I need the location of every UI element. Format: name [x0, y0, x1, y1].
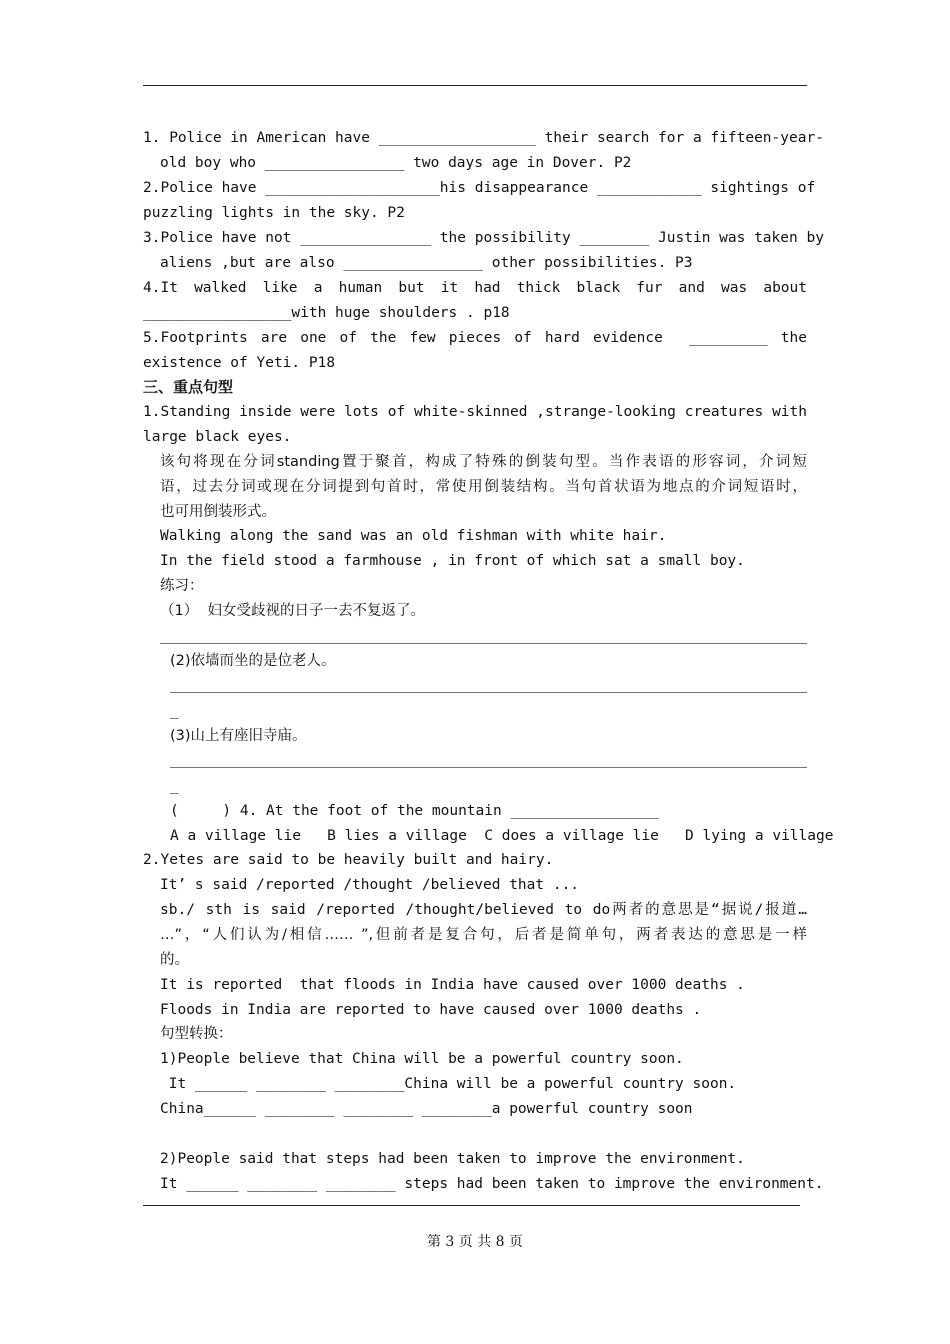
- key-sentence-1-line-2: large black eyes.: [143, 429, 292, 445]
- answer-line-1: [160, 643, 807, 644]
- exercise-2-line-1: 2.Police have ____________________his disappearance ____________ sightings of: [143, 180, 816, 196]
- practice-item-4: ( ) 4. At the foot of the mountain _________________: [170, 803, 659, 819]
- pattern-line-1: It’ s said /reported /thought /believed that ...: [160, 877, 580, 893]
- exercise-4-line-1: 4.It walked like a human but it had thick black fur and was about: [143, 280, 807, 296]
- transformation-2-answer: It ______ ________ ________ steps had been taken to improve the environment.: [160, 1176, 824, 1192]
- exercise-5-line-2: existence of Yeti. P18: [143, 355, 336, 371]
- pattern-line-3: …”，“人们认为/相信…… ”,但前者是复合句，后者是简单句，两者表达的意思是一样: [160, 927, 807, 943]
- transformation-1-answer-b: China______ ________ ________ ________a powerful country soon: [160, 1101, 693, 1117]
- exercise-5-line-1: 5.Footprints are one of the few pieces of hard evidence _________ the: [143, 330, 807, 346]
- exercise-4-line-2: _________________with huge shoulders . p18: [143, 305, 510, 321]
- example-sentence-1: Walking along the sand was an old fishman with white hair.: [160, 528, 667, 544]
- practice-item-4-options: A a village lie B lies a village C does a village lie D lying a village: [170, 828, 834, 844]
- exercise-2-line-2: puzzling lights in the sky. P2: [143, 205, 405, 221]
- answer-line-2: [170, 692, 807, 693]
- example-sentence-2: In the field stood a farmhouse , in front of which sat a small boy.: [160, 553, 745, 569]
- answer-line-2-tail: _: [170, 703, 179, 719]
- pattern-line-2: sb./ sth is said /reported /thought/believed to do两者的意思是“据说/报道…: [160, 902, 807, 918]
- transformation-1-source: 1)People believe that China will be a powerful country soon.: [160, 1051, 684, 1067]
- example-reported-1: It is reported that floods in India have caused over 1000 deaths .: [160, 977, 745, 993]
- page-number: 第 3 页 共 8 页: [426, 1234, 524, 1250]
- pattern-line-4: 的。: [160, 952, 189, 968]
- answer-line-3-tail: _: [170, 778, 179, 794]
- exercise-1-line-2: old boy who ________________ two days age in Dover. P2: [160, 155, 632, 171]
- section-heading-key-sentences: 三、重点句型: [143, 378, 234, 396]
- practice-item-1: （1） 妇女受歧视的日子一去不复返了。: [160, 603, 425, 619]
- exercise-3-line-2: aliens ,but are also ________________ other possibilities. P3: [160, 255, 693, 271]
- transformation-label: 句型转换：: [160, 1026, 233, 1042]
- practice-item-3: (3)山上有座旧寺庙。: [170, 728, 307, 744]
- key-sentence-2: 2.Yetes are said to be heavily built and hairy.: [143, 852, 554, 868]
- explanation-line-2: 语，过去分词或现在分词提到句首时，常使用倒装结构。当句首状语为地点的介词短语时，: [160, 479, 807, 495]
- transformation-1-answer-a: It ______ ________ ________China will be a powerful country soon.: [160, 1076, 737, 1092]
- footer-rule: [143, 1205, 800, 1206]
- explanation-line-1: 该句将现在分词standing置于聚首，构成了特殊的倒装句型。当作表语的形容词，介词短: [160, 454, 807, 470]
- practice-item-2: (2)依墙而坐的是位老人。: [170, 653, 336, 669]
- answer-line-3: [170, 767, 807, 768]
- exercise-3-line-1: 3.Police have not _______________ the possibility ________ Justin was taken by: [143, 230, 824, 246]
- explanation-line-3: 也可用倒装形式。: [160, 504, 276, 520]
- transformation-2-source: 2)People said that steps had been taken to improve the environment.: [160, 1151, 745, 1167]
- example-reported-2: Floods in India are reported to have caused over 1000 deaths .: [160, 1002, 702, 1018]
- key-sentence-1-line-1: 1.Standing inside were lots of white-skinned ,strange-looking creatures with: [143, 404, 807, 420]
- exercise-1-line-1: 1. Police in American have __________________ their search for a fifteen-year-: [143, 130, 824, 146]
- header-rule: [143, 85, 807, 86]
- practice-label: 练习：: [160, 578, 204, 594]
